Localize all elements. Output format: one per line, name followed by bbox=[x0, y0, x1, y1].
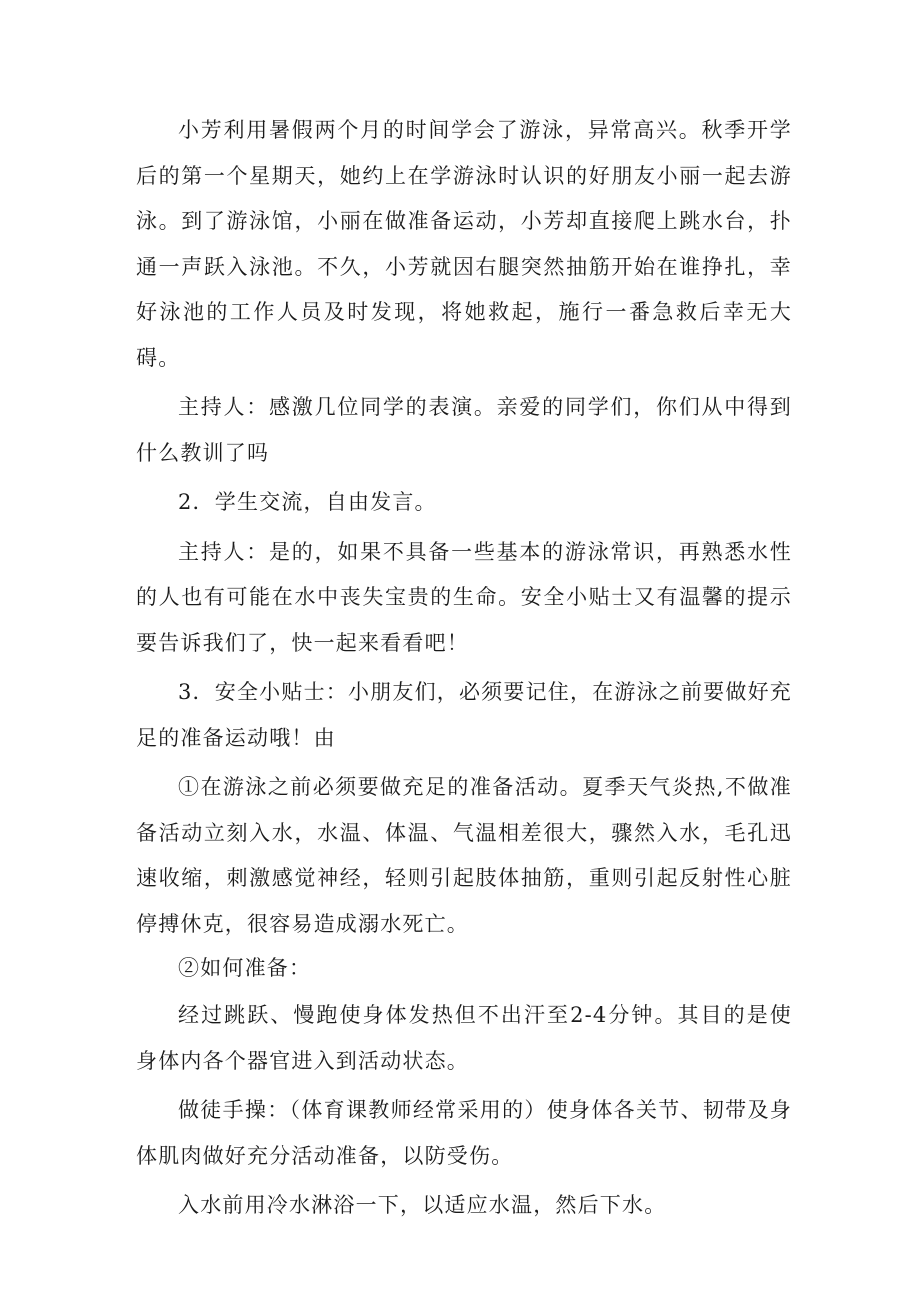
paragraph-host-answer: 主持人：是的，如果不具备一些基本的游泳常识，再熟悉水性的人也有可能在水中丧失宝贵的生命。安全小贴士又有温馨的提示要告诉我们了，快一起来看看吧！ bbox=[136, 539, 792, 655]
paragraph-warmup: 经过跳跃、慢跑使身体发热但不出汗至2-4分钟。其目的是使身体内各个器官进入到活动状态。 bbox=[136, 1003, 792, 1073]
paragraph-host-question: 主持人：感激几位同学的表演。亲爱的同学们，你们从中得到什么教训了吗 bbox=[136, 395, 792, 465]
paragraph-exercises: 做徒手操：（体育课教师经常采用的）使身体各关节、韧带及身体肌肉做好充分活动准备，以防受伤。 bbox=[136, 1098, 792, 1168]
paragraph-step-3: 3．安全小贴士：小朋友们，必须要记住，在游泳之前要做好充足的准备运动哦！由 bbox=[136, 680, 792, 750]
document-page bbox=[136, 108, 792, 1229]
paragraph-shower: 入水前用冷水淋浴一下，以适应水温，然后下水。 bbox=[178, 1193, 667, 1217]
paragraph-story: 小芳利用暑假两个月的时间学会了游泳，异常高兴。秋季开学后的第一个星期天，她约上在学游泳时认识的好朋友小丽一起去游泳。到了游泳馆，小丽在做准备运动，小芳却直接爬上跳水台，扑通一声跃入泳池。不久，小芳就因右腿突然抽筋开始在谁挣扎，幸好泳池的工作人员及时发现，将她救起，施行一番急救后幸无大碍。 bbox=[136, 118, 792, 370]
paragraph-item-1: ①在游泳之前必须要做充足的准备活动。夏季天气炎热,不做准备活动立刻入水，水温、体温、气温相差很大，骤然入水，毛孔迅速收缩，刺激感觉神经，轻则引起肢体抽筋，重则引起反射性心脏停搏休克，很容易造成溺水死亡。 bbox=[136, 775, 792, 936]
paragraph-item-2: ②如何准备： bbox=[178, 956, 312, 980]
paragraph-step-2: 2．学生交流，自由发言。 bbox=[178, 490, 437, 514]
